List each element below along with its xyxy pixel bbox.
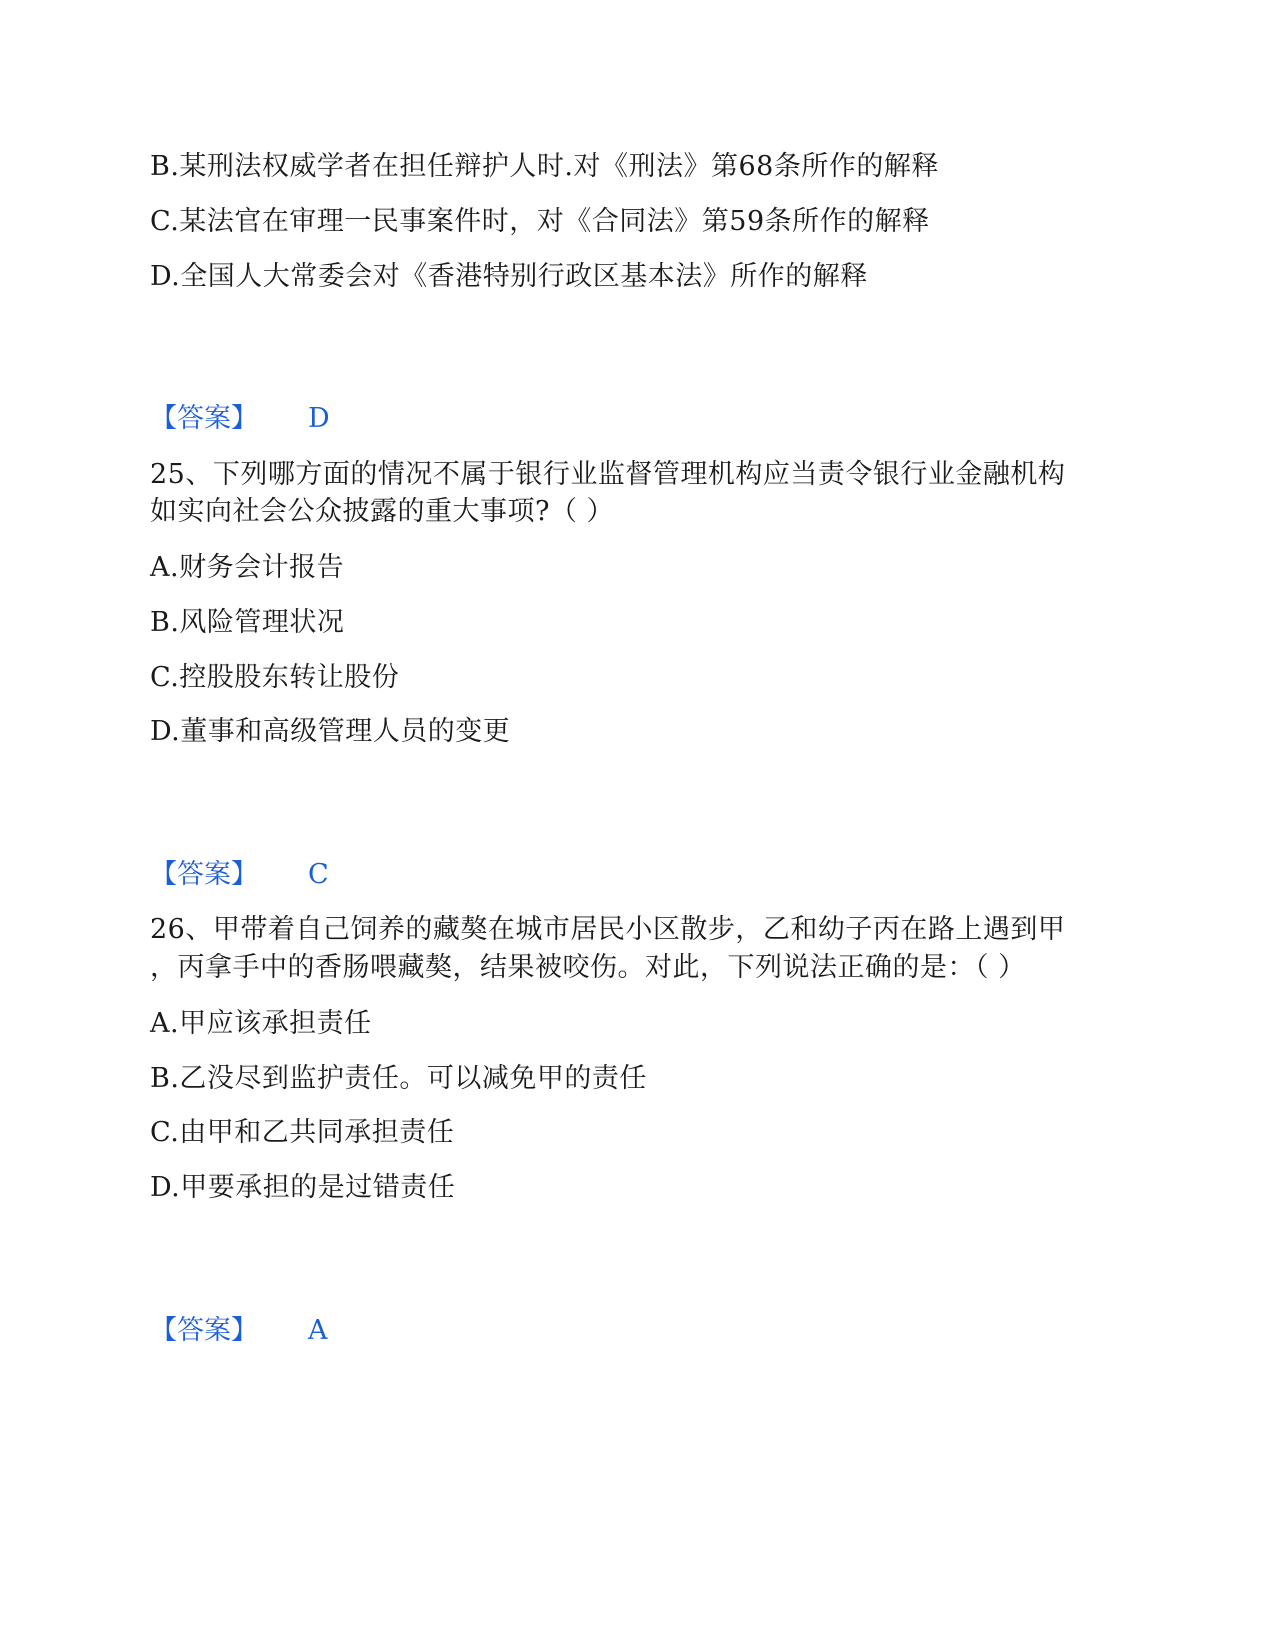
q25-answer [150,858,329,892]
q26-stem-line-1: 26、甲带着自己饲养的藏獒在城市居民小区散步，乙和幼子丙在路上遇到甲 [150,914,1066,945]
prev-question-answer [150,402,330,436]
q25-option-d: D.董事和高级管理人员的变更 [150,716,511,747]
q26-option-b: B.乙没尽到监护责任。可以减免甲的责任 [150,1063,647,1094]
answer-label: 【答案】 [150,403,258,434]
q25-option-b: B.风险管理状况 [150,607,345,638]
prev-question-option-d: D.全国人大常委会对《香港特别行政区基本法》所作的解释 [150,261,868,292]
q26-option-c: C.由甲和乙共同承担责任 [150,1117,455,1148]
answer-value: D [308,403,330,434]
answer-label: 【答案】 [150,1315,258,1346]
q25-stem-line-1: 25、下列哪方面的情况不属于银行业监督管理机构应当责令银行业金融机构 [150,459,1066,490]
answer-label: 【答案】 [150,859,258,890]
q25-stem-line-2: 如实向社会公众披露的重大事项?（ ） [150,496,615,527]
answer-value: C [308,859,329,890]
prev-question-option-c: C.某法官在审理一民事案件时，对《合同法》第59条所作的解释 [150,206,930,237]
q26-stem-line-2: ，丙拿手中的香肠喂藏獒，结果被咬伤。对此，下列说法正确的是：（ ） [150,952,1026,983]
answer-value: A [308,1315,328,1346]
q26-option-a: A.甲应该承担责任 [150,1008,372,1039]
q25-option-c: C.控股股东转让股份 [150,662,400,693]
q26-answer [150,1314,328,1348]
prev-question-option-b: B.某刑法权威学者在担任辩护人时.对《刑法》第68条所作的解释 [150,151,939,182]
q25-option-a: A.财务会计报告 [150,552,345,583]
q26-option-d: D.甲要承担的是过错责任 [150,1172,456,1203]
